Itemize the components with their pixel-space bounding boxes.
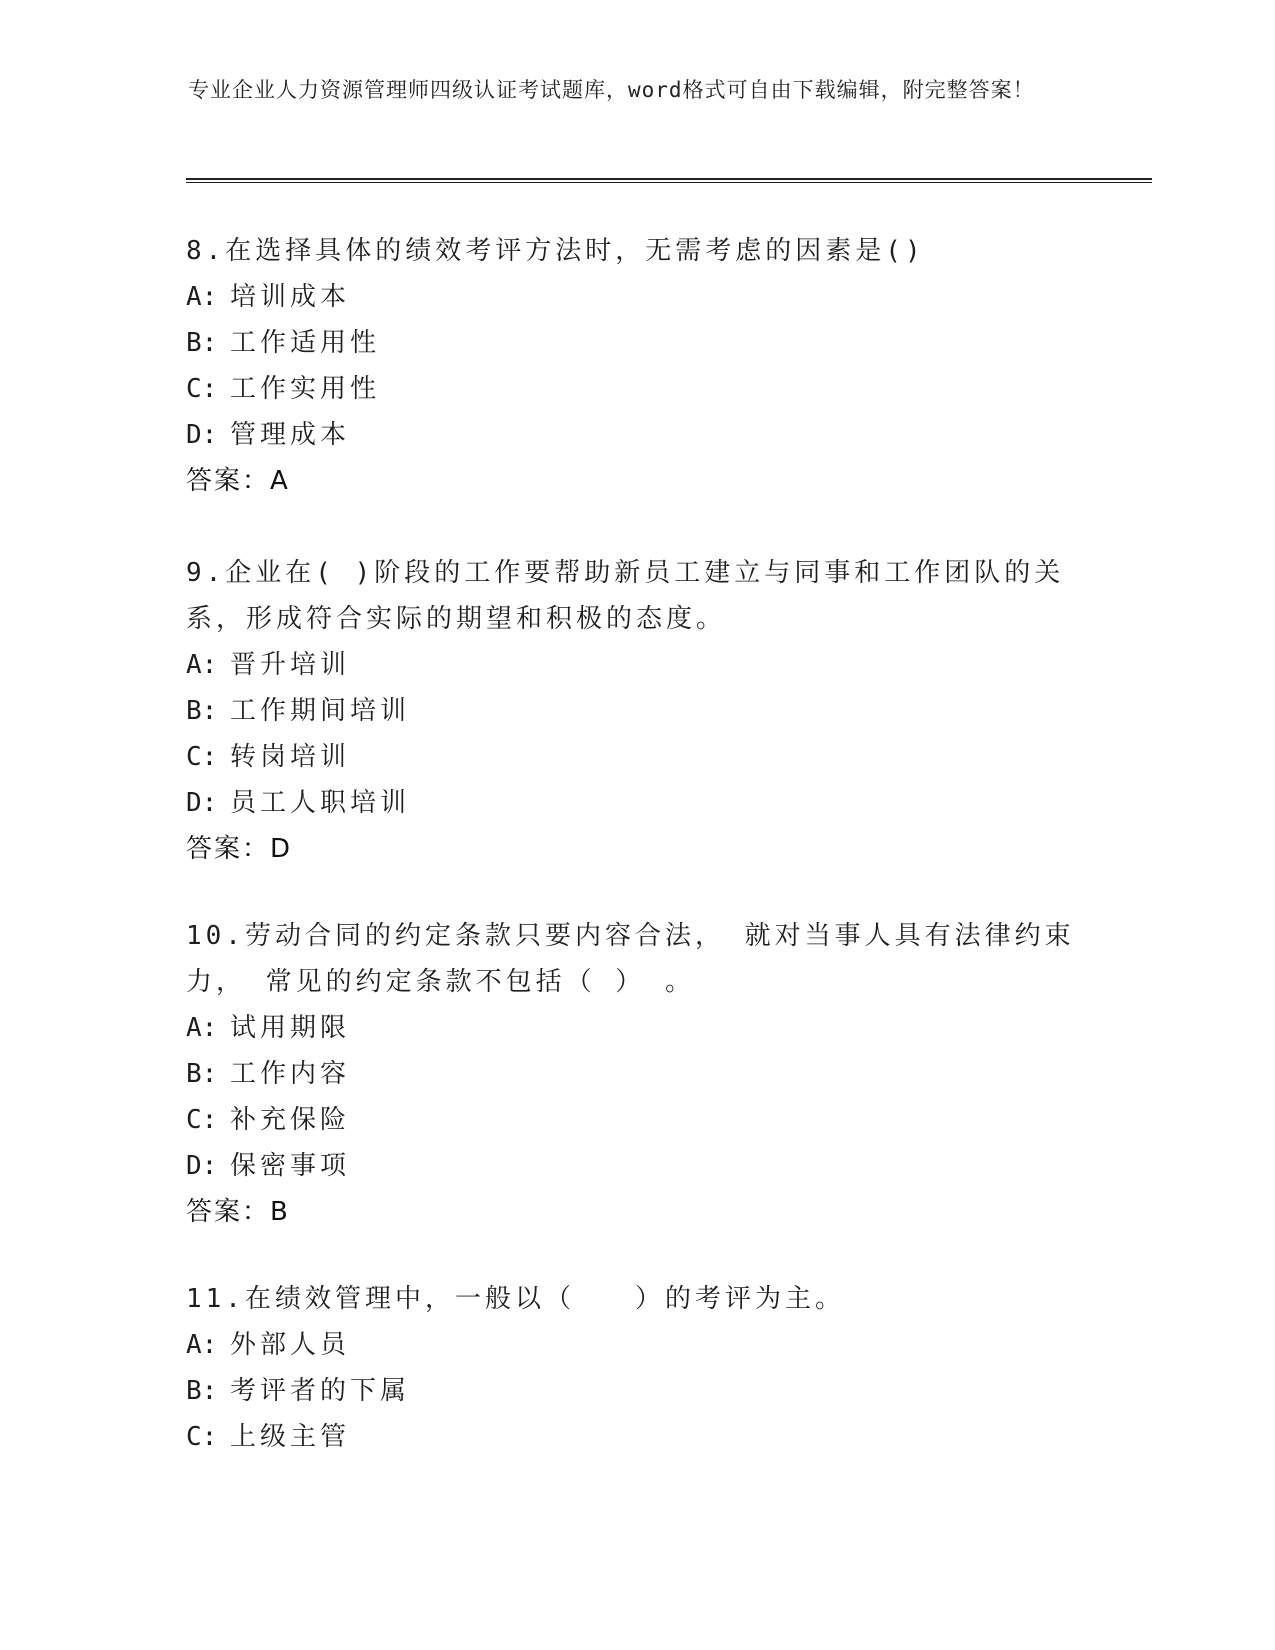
option-letter: D: [186, 420, 218, 450]
answer-line: 答案：A [186, 466, 290, 496]
option-c [186, 1414, 1086, 1460]
option-letter: C: [186, 742, 218, 772]
option-letter: C: [186, 374, 218, 404]
question-stem: 11.在绩效管理中，一般以（ ）的考评为主。 [186, 1284, 845, 1314]
option-letter: B: [186, 328, 218, 358]
option-d [186, 780, 1086, 826]
option-text: 试用期限 [230, 1013, 351, 1043]
option-c [186, 366, 1086, 412]
option-d [186, 412, 1086, 458]
document-header: 专业企业人力资源管理师四级认证考试题库，word格式可自由下载编辑，附完整答案！ [188, 78, 1035, 102]
option-text: 晋升培训 [230, 650, 351, 680]
option-letter: A: [186, 282, 218, 312]
option-c [186, 1097, 1086, 1143]
option-a [186, 274, 1086, 320]
option-text: 工作内容 [230, 1059, 351, 1089]
option-letter: A: [186, 1013, 218, 1043]
option-a [186, 1322, 1086, 1368]
question-stem: 10.劳动合同的约定条款只要内容合法， 就对当事人具有法律约束力， 常见的约定条款不包括（ ） 。 [186, 921, 1075, 997]
option-text: 外部人员 [230, 1330, 351, 1360]
option-letter: B: [186, 1376, 218, 1406]
question-stem: 8.在选择具体的绩效考评方法时，无需考虑的因素是() [186, 236, 925, 266]
question-11 [186, 1276, 1086, 1460]
option-text: 管理成本 [230, 420, 351, 450]
answer-line: 答案：D [186, 834, 293, 864]
option-text: 工作适用性 [230, 328, 381, 358]
option-b [186, 1051, 1086, 1097]
option-c [186, 734, 1086, 780]
option-text: 培训成本 [230, 282, 351, 312]
option-a [186, 1005, 1086, 1051]
option-d [186, 1143, 1086, 1189]
option-text: 保密事项 [230, 1151, 351, 1181]
question-stem: 9.企业在( )阶段的工作要帮助新员工建立与同事和工作团队的关系，形成符合实际的期望和积极的态度。 [186, 558, 1065, 634]
option-letter: B: [186, 1059, 218, 1089]
question-8 [186, 228, 1086, 504]
option-text: 工作实用性 [230, 374, 381, 404]
option-b [186, 688, 1086, 734]
option-letter: D: [186, 1151, 218, 1181]
option-text: 工作期间培训 [230, 696, 411, 726]
option-text: 上级主管 [230, 1422, 351, 1452]
header-divider [186, 178, 1152, 183]
option-letter: C: [186, 1105, 218, 1135]
option-letter: B: [186, 696, 218, 726]
option-letter: A: [186, 650, 218, 680]
option-a [186, 642, 1086, 688]
option-letter: A: [186, 1330, 218, 1360]
option-text: 考评者的下属 [230, 1376, 411, 1406]
question-10 [186, 913, 1086, 1235]
option-text: 转岗培训 [230, 742, 351, 772]
option-text: 员工人职培训 [230, 788, 411, 818]
option-b [186, 320, 1086, 366]
option-b [186, 1368, 1086, 1414]
answer-line: 答案：B [186, 1197, 290, 1227]
option-text: 补充保险 [230, 1105, 351, 1135]
option-letter: C: [186, 1422, 218, 1452]
question-9 [186, 550, 1086, 872]
option-letter: D: [186, 788, 218, 818]
